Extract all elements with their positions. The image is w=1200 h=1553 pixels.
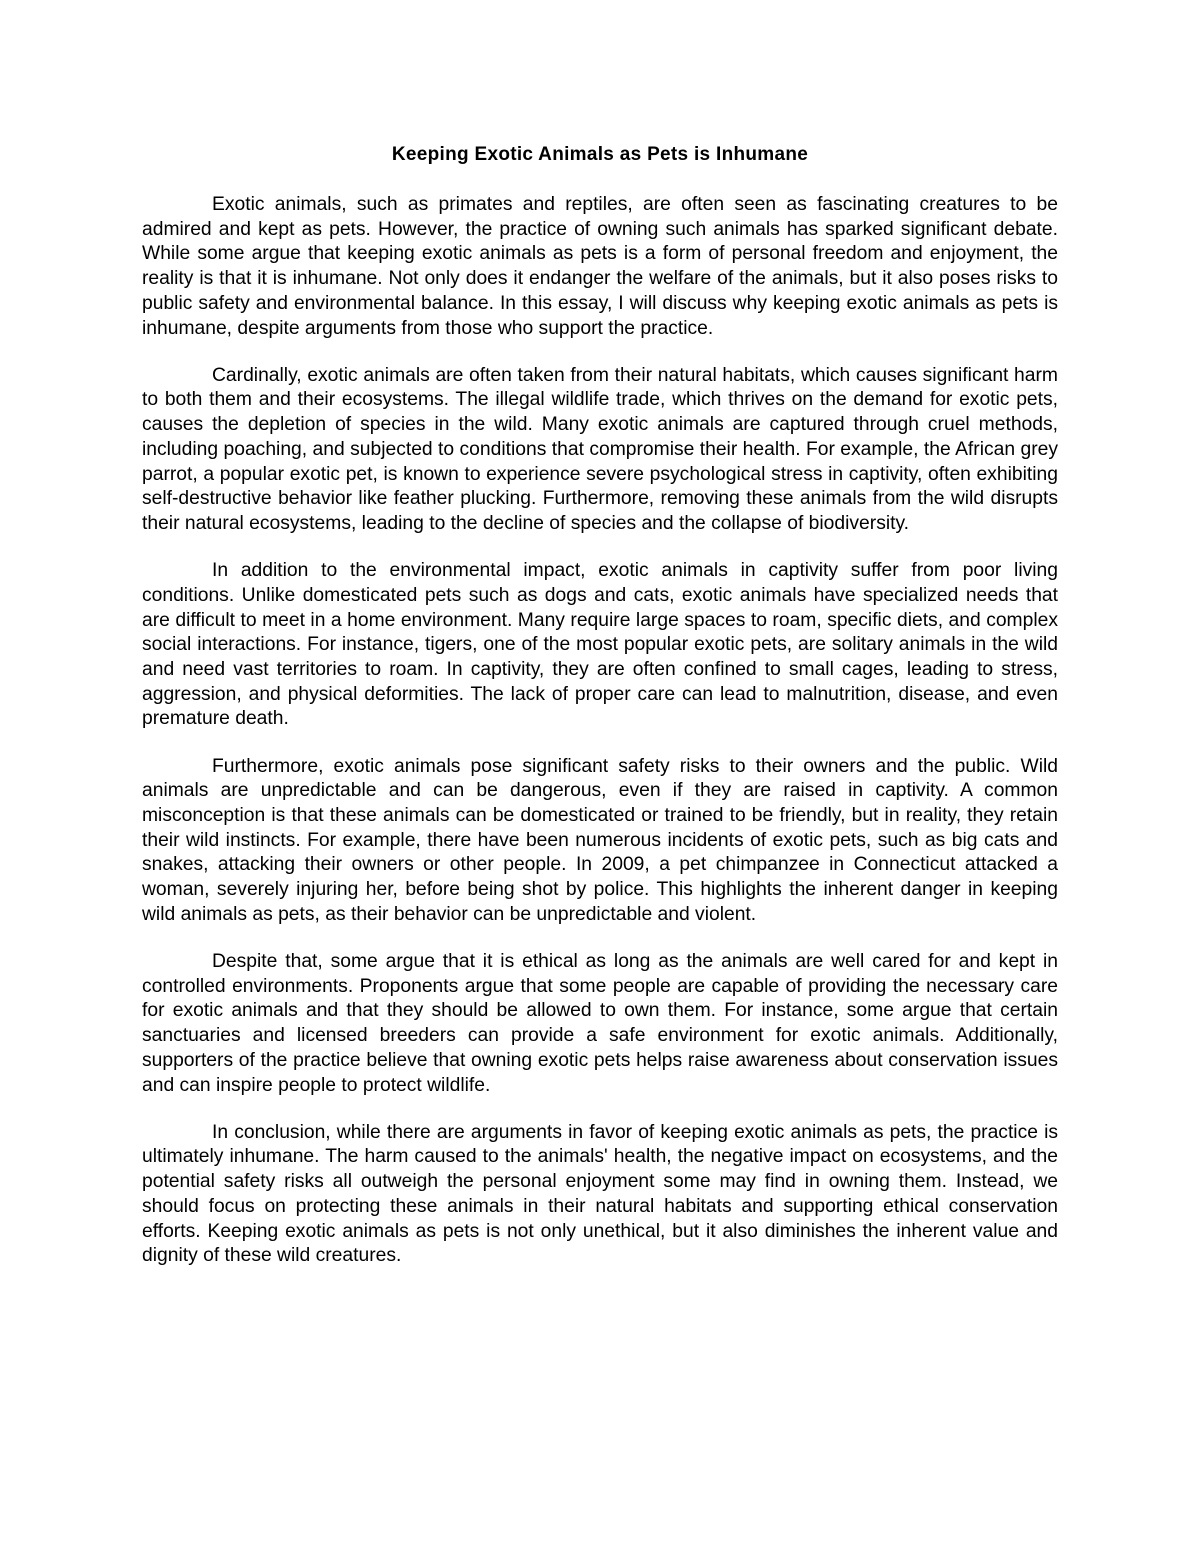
document-title: Keeping Exotic Animals as Pets is Inhumane (391, 144, 809, 165)
paragraph-conclusion: In conclusion, while there are arguments in favor of keeping exotic animals as pets, the practice is ultimately inhumane. The harm caused to the animals' health, the negative impact on ecosystems, and the potential safety risks all outweigh the personal enjoyment some may find in owning them. Instead, we should focus on protecting these animals in their natural habitats and supporting ethical conservation efforts. Keeping exotic animals as pets is not only unethical, but it also diminishes the inherent value and dignity of these wild creatures. (142, 1121, 1058, 1267)
document-body (142, 143, 1058, 1269)
paragraph-living-conditions: In addition to the environmental impact, exotic animals in captivity suffer from poor living conditions. Unlike domesticated pets such as dogs and cats, exotic animals have specialized needs that are difficult to meet in a home environment. Many require large spaces to roam, specific diets, and complex social interactions. For instance, tigers, one of the most popular exotic pets, are solitary animals in the wild and need vast territories to roam. In captivity, they are often confined to small cages, leading to stress, aggression, and physical deformities. The lack of proper care can lead to malnutrition, disease, and even premature death. (142, 560, 1058, 730)
paragraph-introduction: Exotic animals, such as primates and reptiles, are often seen as fascinating creatures to be admired and kept as pets. However, the practice of owning such animals has sparked significant debate. While some argue that keeping exotic animals as pets is a form of personal freedom and enjoyment, the reality is that it is inhumane. Not only does it endanger the welfare of the animals, but it also poses risks to public safety and environmental balance. In this essay, I will discuss why keeping exotic animals as pets is inhumane, despite arguments from those who support the practice. (142, 194, 1058, 339)
paragraph-counterargument: Despite that, some argue that it is ethical as long as the animals are well cared for and kept in controlled environments. Proponents argue that some people are capable of providing the necessary care for exotic animals and that they should be allowed to own them. For instance, some argue that certain sanctuaries and licensed breeders can provide a safe environment for exotic animals. Additionally, supporters of the practice believe that owning exotic pets helps raise awareness about conservation issues and can inspire people to protect wildlife. (142, 950, 1058, 1096)
paragraph-habitat: Cardinally, exotic animals are often taken from their natural habitats, which causes significant harm to both them and their ecosystems. The illegal wildlife trade, which thrives on the demand for exotic pets, causes the depletion of species in the wild. Many exotic animals are captured through cruel methods, including poaching, and subjected to conditions that compromise their health. For example, the African grey parrot, a popular exotic pet, is known to experience severe psychological stress in captivity, often exhibiting self-destructive behavior like feather plucking. Furthermore, removing these animals from the wild disrupts their natural ecosystems, leading to the decline of species and the collapse of biodiversity. (142, 364, 1058, 534)
paragraph-safety-risks: Furthermore, exotic animals pose significant safety risks to their owners and the public. Wild animals are unpredictable and can be dangerous, even if they are raised in captivity. A common misconception is that these animals can be domesticated or trained to be friendly, but in reality, they retain their wild instincts. For example, there have been numerous incidents of exotic pets, such as big cats and snakes, attacking their owners or other people. In 2009, a pet chimpanzee in Connecticut attacked a woman, severely injuring her, before being shot by police. This highlights the inherent danger in keeping wild animals as pets, as their behavior can be unpredictable and violent. (142, 755, 1058, 925)
